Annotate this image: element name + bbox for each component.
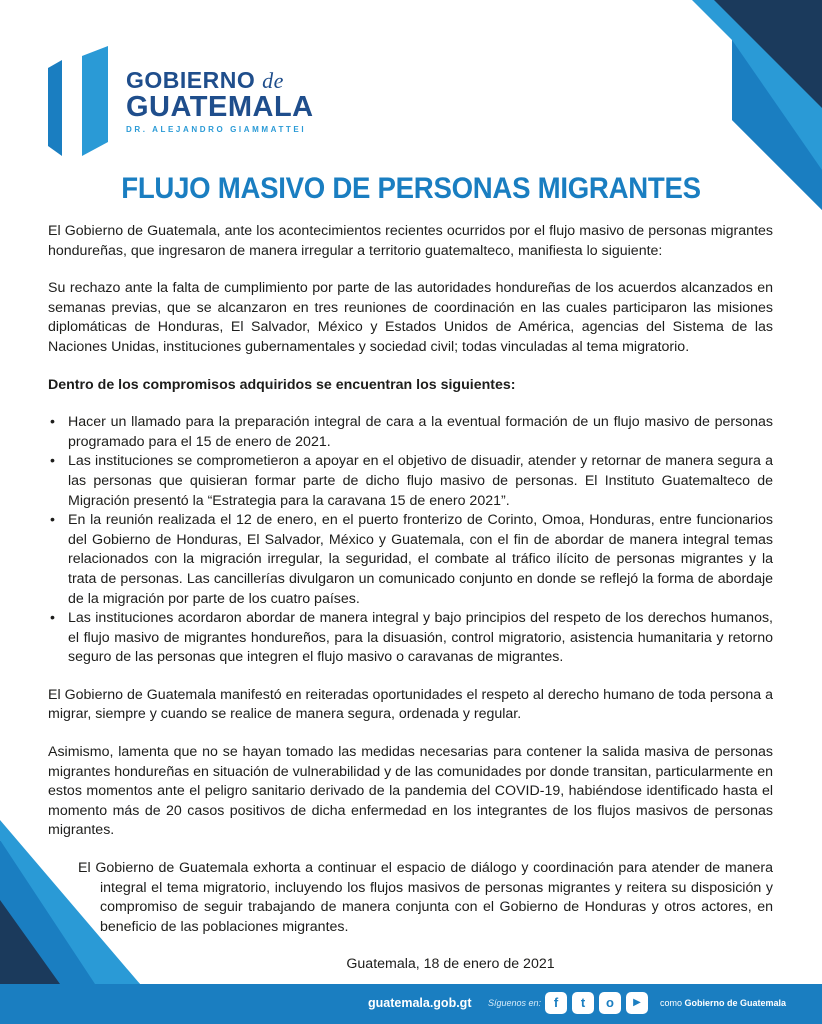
logo-president: DR. ALEJANDRO GIAMMATTEI [126, 125, 307, 134]
logo-bars-icon [48, 46, 114, 156]
paragraph-covid: Asimismo, lamenta que no se hayan tomado las medidas necesarias para contener la salida masiva de personas migrantes hondureñas en situación de vulnerabilidad y de las comunidades por donde transitan, particularmente en estos momentos ante el peligro sanitario derivado de la pandemia del COVID-19, habiéndose identificado hasta el momento más de 20 casos positivos de dicha enfermedad en los integrantes de los flujos masivos de personas migrantes. [48, 744, 773, 839]
footer-follow-label: Síguenos en: [488, 998, 542, 1008]
youtube-icon[interactable]: ▶ [626, 992, 648, 1014]
instagram-icon[interactable]: o [599, 992, 621, 1014]
compromisos-list [48, 413, 773, 668]
compromisos-heading: Dentro de los compromisos adquiridos se encuentran los siguientes: [48, 376, 516, 393]
footer-handle: como Gobierno de Guatemala [660, 998, 787, 1008]
facebook-icon[interactable]: f [545, 992, 567, 1014]
list-item: • Las instituciones se comprometieron a apoyar en el objetivo de disuadir, atender y retornar de manera segura a las personas que quisieran formar parte de dicho flujo masivo de personas. El Instituto Guatemalteco de Migración presentó la “Estrategia para la caravana 15 de enero 2021”. [48, 452, 773, 511]
government-logo [48, 46, 328, 156]
page-title: FLUJO MASIVO DE PERSONAS MIGRANTES [121, 172, 701, 205]
paragraph-derecho-migrar: El Gobierno de Guatemala manifestó en reiteradas oportunidades el respeto al derecho humano de toda persona a migrar, siempre y cuando se realice de manera segura, ordenada y regular. [48, 686, 773, 723]
paragraph-rechazo: Su rechazo ante la falta de cumplimiento por parte de las autoridades hondureñas de los acuerdos alcanzados en semanas previas, que se alcanzaron en tres reuniones de coordinación en las cuales participaron las misiones diplomáticas de Honduras, El Salvador, México y Estados Unidos de América, agencias del Sistema de las Naciones Unidas, instituciones gubernamentales y sociedad civil; todas vinculadas al tema migratorio. [48, 280, 773, 355]
paragraph-exhorta: El Gobierno de Guatemala exhorta a continuar el espacio de diálogo y coordinación para atender de manera integral el tema migratorio, incluyendo los flujos masivos de personas migrantes y reitera su disposición y compromiso de seguir trabajando de manera conjunta con el Gobierno de Honduras y otros actores, en beneficio de las poblaciones migrantes. [78, 860, 773, 935]
logo-guatemala: GUATEMALA [126, 91, 314, 123]
twitter-icon[interactable]: t [572, 992, 594, 1014]
paragraph-intro: El Gobierno de Guatemala, ante los acontecimientos recientes ocurridos por el flujo masivo de personas migrantes hondureñas, que ingresaron de manera irregular a territorio guatemalteco, manifiesta lo siguiente: [48, 223, 773, 259]
footer-bar [0, 984, 822, 1024]
document-body [48, 222, 773, 993]
list-item: • Hacer un llamado para la preparación integral de cara a la eventual formación de un flujo masivo de personas programado para el 15 de enero de 2021. [48, 413, 773, 452]
logo-gobierno: GOBIERNO de [126, 67, 284, 93]
document-date: Guatemala, 18 de enero de 2021 [346, 956, 555, 973]
list-item: • Las instituciones acordaron abordar de manera integral y bajo principios del respeto de los derechos humanos, el flujo masivo de migrantes hondureños, para la disuasión, control migratorio, asistencia humanitaria y retorno seguro de las personas que integren el flujo masivo o caravanas de migrantes. [48, 609, 773, 668]
list-item: • En la reunión realizada el 12 de enero, en el puerto fronterizo de Corinto, Omoa, Honduras, entre funcionarios del Gobierno de Honduras, El Salvador, México y Guatemala, con el fin de abordar de manera integral temas relacionados con la migración irregular, la seguridad, el combate al tráfico ilícito de personas migrantes y la trata de personas. Las cancillerías divulgaron un comunicado conjunto en donde se reflejó la forma de abordaje de la migración por parte de los cuatro países. [48, 511, 773, 609]
footer-website-link[interactable]: guatemala.gob.gt [368, 996, 472, 1010]
